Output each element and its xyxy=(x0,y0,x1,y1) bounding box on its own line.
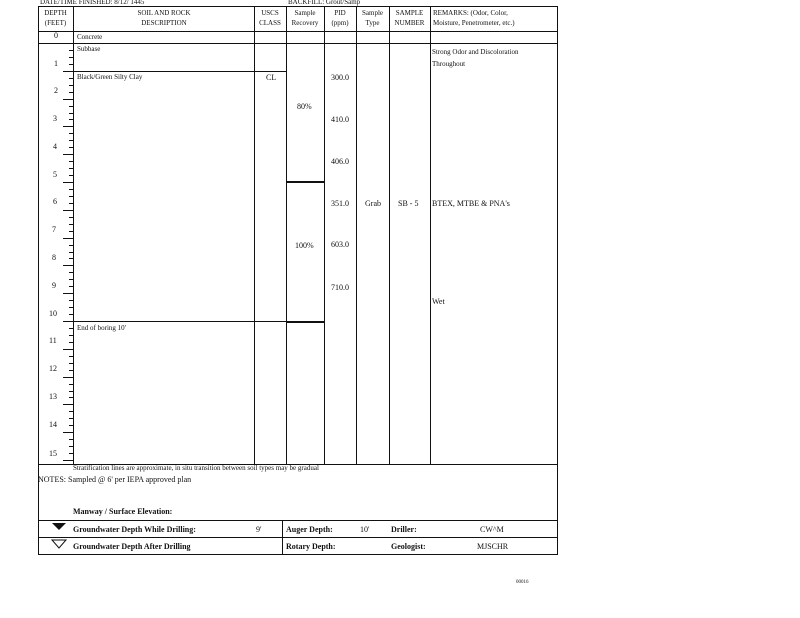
depth-label: 1 xyxy=(54,59,58,68)
pid-value: 603.0 xyxy=(331,240,349,249)
depth-header-2: (FEET) xyxy=(44,19,67,27)
remarks-odor-line-2: Throughout xyxy=(432,60,466,68)
sample-number-value: SB - 5 xyxy=(398,199,419,208)
auger-depth-label: Auger Depth: xyxy=(286,525,333,534)
manway-label: Manway / Surface Elevation: xyxy=(73,507,173,516)
depth-label: 15 xyxy=(49,449,57,458)
uscs-header-2: CLASS xyxy=(259,19,281,27)
depth-label: 8 xyxy=(52,253,56,262)
notes: NOTES: Sampled @ 6' per IEPA approved plan xyxy=(38,475,192,484)
depth-label: 7 xyxy=(52,225,56,234)
depth-header-1: DEPTH xyxy=(44,9,67,17)
recovery-value-1: 80% xyxy=(297,102,312,111)
recovery-value-2: 100% xyxy=(295,241,314,250)
depth-label: 0 xyxy=(54,31,58,40)
page-mark: 00016 xyxy=(516,580,529,585)
pid-header-1: PID xyxy=(334,9,346,17)
driller-label: Driller: xyxy=(391,525,417,534)
gw-while-drilling-value: 9' xyxy=(256,525,262,534)
depth-label: 9 xyxy=(52,281,56,290)
rotary-depth-label: Rotary Depth: xyxy=(286,542,336,551)
stratification-footnote: Stratification lines are approximate, in situ transition between soil types may be gradual xyxy=(73,464,319,472)
depth-label: 2 xyxy=(54,86,58,95)
remarks-btex: BTEX, MTBE & PNA's xyxy=(432,199,510,208)
remarks-wet: Wet xyxy=(432,297,445,306)
soil-subbase: Subbase xyxy=(77,45,101,53)
remarks-odor-line-1: Strong Odor and Discoloration xyxy=(432,48,519,56)
soil-concrete: Concrete xyxy=(77,33,103,41)
gw-while-drilling-label: Groundwater Depth While Drilling: xyxy=(73,525,196,534)
depth-label: 14 xyxy=(49,420,57,429)
depth-label: 3 xyxy=(53,114,57,123)
gw-after-drilling-label: Groundwater Depth After Drilling xyxy=(73,542,191,551)
date-time-finished: DATE/TIME FINISHED: 8/12/ 1445 xyxy=(40,0,145,6)
pid-header-2: (ppm) xyxy=(331,19,349,27)
pid-value: 410.0 xyxy=(331,115,349,124)
depth-label: 10 xyxy=(49,309,57,318)
remarks-header-2: Moisture, Penetrometer, etc.) xyxy=(433,19,515,27)
soil-end-of-boring: End of boring 10' xyxy=(77,324,126,332)
uscs-header-1: USCS xyxy=(261,9,279,17)
driller-value: CW^M xyxy=(480,525,504,534)
remarks-header-1: REMARKS: (Odor, Color, xyxy=(433,9,508,17)
gw-after-drilling-icon xyxy=(52,540,66,548)
type-header-1: Sample xyxy=(362,9,383,17)
soil-header-2: DESCRIPTION xyxy=(141,19,187,27)
geologist-value: MJSCHR xyxy=(477,542,509,551)
sample-type-value: Grab xyxy=(365,199,381,208)
pid-value: 406.0 xyxy=(331,157,349,166)
recovery-header-1: Sample xyxy=(294,9,316,17)
depth-label: 13 xyxy=(49,392,57,401)
depth-label: 6 xyxy=(53,197,57,206)
depth-label: 5 xyxy=(53,170,57,179)
geologist-label: Geologist: xyxy=(391,542,426,551)
auger-depth-value: 10' xyxy=(360,525,370,534)
backfill: BACKFILL: Grout/Samp xyxy=(288,0,361,6)
number-header-1: SAMPLE xyxy=(395,9,424,17)
recovery-header-2: Recovery xyxy=(291,19,319,27)
type-header-2: Type xyxy=(365,19,380,27)
number-header-2: NUMBER xyxy=(394,19,425,27)
soil-header-1: SOIL AND ROCK xyxy=(137,9,191,17)
depth-label: 12 xyxy=(49,364,57,373)
depth-label: 11 xyxy=(49,336,57,345)
uscs-class-value: CL xyxy=(266,73,277,82)
pid-value: 351.0 xyxy=(331,199,349,208)
gw-while-drilling-icon xyxy=(52,523,66,530)
pid-value: 710.0 xyxy=(331,283,349,292)
pid-value: 300.0 xyxy=(331,73,349,82)
soil-clay: Black/Green Silty Clay xyxy=(77,73,143,81)
depth-label: 4 xyxy=(53,142,57,151)
